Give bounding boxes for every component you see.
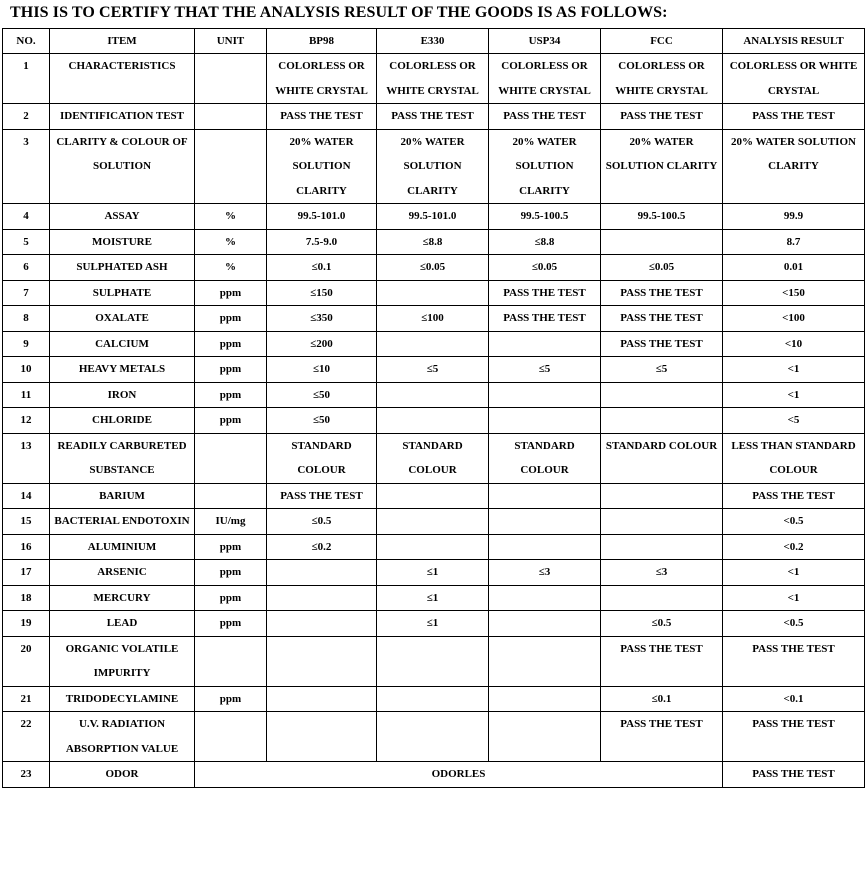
table-row [3, 357, 865, 383]
table-row [3, 280, 865, 306]
row-e330: ≤1 [377, 560, 489, 586]
row-bp98: ≤350 [267, 306, 377, 332]
row-no: 19 [3, 611, 50, 637]
row-e330: ≤8.8 [377, 229, 489, 255]
row-usp34 [489, 509, 601, 535]
row-unit: ppm [195, 585, 267, 611]
row-item: TRIDODECYLAMINE [50, 686, 195, 712]
row-usp34: ≤8.8 [489, 229, 601, 255]
row-item: READILY CARBURETED SUBSTANCE [50, 433, 195, 483]
row-e330: COLORLESS OR WHITE CRYSTAL [377, 54, 489, 104]
row-usp34 [489, 636, 601, 686]
table-row [3, 534, 865, 560]
row-unit: ppm [195, 611, 267, 637]
row-item: U.V. RADIATION ABSORPTION VALUE [50, 712, 195, 762]
row-bp98: 7.5-9.0 [267, 229, 377, 255]
row-usp34 [489, 611, 601, 637]
row-item: ORGANIC VOLATILE IMPURITY [50, 636, 195, 686]
row-unit [195, 636, 267, 686]
row-unit [195, 483, 267, 509]
row-item: BARIUM [50, 483, 195, 509]
row-usp34 [489, 534, 601, 560]
row-item: LEAD [50, 611, 195, 637]
row-e330 [377, 382, 489, 408]
row-no: 6 [3, 255, 50, 281]
row-unit: IU/mg [195, 509, 267, 535]
row-result: <1 [723, 357, 865, 383]
row-fcc: ≤0.1 [601, 686, 723, 712]
row-bp98: ≤0.2 [267, 534, 377, 560]
row-fcc: ≤3 [601, 560, 723, 586]
header-item: ITEM [50, 29, 195, 54]
row-result: 0.01 [723, 255, 865, 281]
row-e330: ≤100 [377, 306, 489, 332]
row-result: PASS THE TEST [723, 762, 865, 788]
table-row [3, 129, 865, 204]
row-fcc: STANDARD COLOUR [601, 433, 723, 483]
table-row [3, 306, 865, 332]
row-result: <1 [723, 585, 865, 611]
row-item: IRON [50, 382, 195, 408]
row-result: 8.7 [723, 229, 865, 255]
row-usp34: COLORLESS OR WHITE CRYSTAL [489, 54, 601, 104]
row-bp98: PASS THE TEST [267, 483, 377, 509]
row-result: LESS THAN STANDARD COLOUR [723, 433, 865, 483]
table-row [3, 229, 865, 255]
row-result: <0.2 [723, 534, 865, 560]
row-e330 [377, 712, 489, 762]
row-usp34 [489, 408, 601, 434]
table-row [3, 585, 865, 611]
row-bp98 [267, 636, 377, 686]
row-no: 5 [3, 229, 50, 255]
table-row [3, 509, 865, 535]
row-result: 99.9 [723, 204, 865, 230]
table-row [3, 636, 865, 686]
row-unit [195, 433, 267, 483]
row-bp98: 99.5-101.0 [267, 204, 377, 230]
row-fcc: PASS THE TEST [601, 331, 723, 357]
row-bp98: ≤0.1 [267, 255, 377, 281]
row-no: 11 [3, 382, 50, 408]
row-e330: 20% WATER SOLUTION CLARITY [377, 129, 489, 204]
row-item: MERCURY [50, 585, 195, 611]
row-usp34 [489, 483, 601, 509]
row-bp98: COLORLESS OR WHITE CRYSTAL [267, 54, 377, 104]
row-item: ALUMINIUM [50, 534, 195, 560]
row-item: BACTERIAL ENDOTOXIN [50, 509, 195, 535]
row-e330: ≤0.05 [377, 255, 489, 281]
row-item: ARSENIC [50, 560, 195, 586]
row-usp34 [489, 686, 601, 712]
row-result: <10 [723, 331, 865, 357]
row-item: ODOR [50, 762, 195, 788]
row-item: SULPHATE [50, 280, 195, 306]
row-usp34: PASS THE TEST [489, 306, 601, 332]
row-no: 17 [3, 560, 50, 586]
row-item: CHLORIDE [50, 408, 195, 434]
row-unit: ppm [195, 357, 267, 383]
row-no: 18 [3, 585, 50, 611]
row-fcc [601, 382, 723, 408]
row-result: <5 [723, 408, 865, 434]
row-fcc: PASS THE TEST [601, 104, 723, 130]
row-e330: 99.5-101.0 [377, 204, 489, 230]
row-bp98: 20% WATER SOLUTION CLARITY [267, 129, 377, 204]
row-unit: % [195, 255, 267, 281]
row-usp34: ≤3 [489, 560, 601, 586]
row-item: OXALATE [50, 306, 195, 332]
row-no: 3 [3, 129, 50, 204]
row-fcc [601, 408, 723, 434]
table-row [3, 611, 865, 637]
row-item: MOISTURE [50, 229, 195, 255]
row-e330: ≤1 [377, 585, 489, 611]
row-unit: ppm [195, 382, 267, 408]
row-result: <1 [723, 560, 865, 586]
row-item: ASSAY [50, 204, 195, 230]
row-unit: % [195, 229, 267, 255]
table-row [3, 483, 865, 509]
row-fcc: ≤0.05 [601, 255, 723, 281]
row-usp34 [489, 382, 601, 408]
header-fcc: FCC [601, 29, 723, 54]
analysis-table [2, 28, 865, 788]
row-result: PASS THE TEST [723, 104, 865, 130]
row-result: PASS THE TEST [723, 712, 865, 762]
row-fcc [601, 229, 723, 255]
row-fcc: 99.5-100.5 [601, 204, 723, 230]
row-e330: ≤1 [377, 611, 489, 637]
row-usp34: PASS THE TEST [489, 280, 601, 306]
row-fcc: COLORLESS OR WHITE CRYSTAL [601, 54, 723, 104]
row-no: 23 [3, 762, 50, 788]
row-result: <1 [723, 382, 865, 408]
row-result: PASS THE TEST [723, 483, 865, 509]
table-row [3, 204, 865, 230]
row-unit [195, 104, 267, 130]
row-odor-requirement: ODORLES [195, 762, 723, 788]
row-unit: ppm [195, 534, 267, 560]
table-header-row [3, 29, 865, 54]
table-row [3, 255, 865, 281]
row-item: CALCIUM [50, 331, 195, 357]
row-unit: ppm [195, 306, 267, 332]
row-unit [195, 129, 267, 204]
row-bp98 [267, 611, 377, 637]
row-e330 [377, 534, 489, 560]
certificate-title: THIS IS TO CERTIFY THAT THE ANALYSIS RESULT OF THE GOODS IS AS FOLLOWS: [10, 4, 668, 21]
row-item: IDENTIFICATION TEST [50, 104, 195, 130]
row-item: CHARACTERISTICS [50, 54, 195, 104]
table-row [3, 104, 865, 130]
row-fcc [601, 509, 723, 535]
row-result: PASS THE TEST [723, 636, 865, 686]
row-result: <150 [723, 280, 865, 306]
row-bp98: PASS THE TEST [267, 104, 377, 130]
row-no: 21 [3, 686, 50, 712]
row-result: <0.1 [723, 686, 865, 712]
row-no: 13 [3, 433, 50, 483]
row-bp98 [267, 686, 377, 712]
row-usp34: PASS THE TEST [489, 104, 601, 130]
row-fcc: PASS THE TEST [601, 280, 723, 306]
row-usp34: 20% WATER SOLUTION CLARITY [489, 129, 601, 204]
header-usp34: USP34 [489, 29, 601, 54]
row-e330 [377, 686, 489, 712]
table-row [3, 433, 865, 483]
row-unit [195, 54, 267, 104]
row-result: <0.5 [723, 611, 865, 637]
header-analysis-result: ANALYSIS RESULT [723, 29, 865, 54]
row-item: HEAVY METALS [50, 357, 195, 383]
header-bp98: BP98 [267, 29, 377, 54]
table-row [3, 408, 865, 434]
row-usp34 [489, 331, 601, 357]
row-result: <100 [723, 306, 865, 332]
row-e330: PASS THE TEST [377, 104, 489, 130]
row-bp98: ≤150 [267, 280, 377, 306]
table-row [3, 331, 865, 357]
row-no: 8 [3, 306, 50, 332]
row-bp98: ≤200 [267, 331, 377, 357]
row-usp34 [489, 585, 601, 611]
row-fcc: ≤5 [601, 357, 723, 383]
row-bp98 [267, 712, 377, 762]
row-fcc: 20% WATER SOLUTION CLARITY [601, 129, 723, 204]
row-unit: ppm [195, 686, 267, 712]
row-fcc [601, 534, 723, 560]
row-e330 [377, 483, 489, 509]
row-no: 16 [3, 534, 50, 560]
row-unit: ppm [195, 408, 267, 434]
header-e330: E330 [377, 29, 489, 54]
row-e330 [377, 509, 489, 535]
row-e330 [377, 408, 489, 434]
row-no: 10 [3, 357, 50, 383]
header-no: NO. [3, 29, 50, 54]
row-bp98: STANDARD COLOUR [267, 433, 377, 483]
row-bp98: ≤50 [267, 408, 377, 434]
row-fcc: PASS THE TEST [601, 636, 723, 686]
row-item: SULPHATED ASH [50, 255, 195, 281]
row-fcc: PASS THE TEST [601, 306, 723, 332]
row-usp34: ≤0.05 [489, 255, 601, 281]
row-no: 9 [3, 331, 50, 357]
table-row [3, 382, 865, 408]
row-usp34: ≤5 [489, 357, 601, 383]
row-no: 22 [3, 712, 50, 762]
row-usp34: 99.5-100.5 [489, 204, 601, 230]
row-usp34: STANDARD COLOUR [489, 433, 601, 483]
row-fcc [601, 483, 723, 509]
row-unit: ppm [195, 331, 267, 357]
row-bp98: ≤10 [267, 357, 377, 383]
row-bp98 [267, 560, 377, 586]
row-e330 [377, 636, 489, 686]
row-result: <0.5 [723, 509, 865, 535]
row-unit: ppm [195, 280, 267, 306]
row-no: 15 [3, 509, 50, 535]
row-e330: ≤5 [377, 357, 489, 383]
row-bp98 [267, 585, 377, 611]
row-bp98: ≤0.5 [267, 509, 377, 535]
row-fcc [601, 585, 723, 611]
row-usp34 [489, 712, 601, 762]
row-result: COLORLESS OR WHITE CRYSTAL [723, 54, 865, 104]
row-no: 14 [3, 483, 50, 509]
table-row [3, 762, 865, 788]
row-no: 2 [3, 104, 50, 130]
row-fcc: ≤0.5 [601, 611, 723, 637]
row-bp98: ≤50 [267, 382, 377, 408]
row-unit: % [195, 204, 267, 230]
row-no: 7 [3, 280, 50, 306]
table-row [3, 560, 865, 586]
row-e330: STANDARD COLOUR [377, 433, 489, 483]
table-row [3, 686, 865, 712]
row-no: 1 [3, 54, 50, 104]
row-item: CLARITY & COLOUR OF SOLUTION [50, 129, 195, 204]
row-no: 20 [3, 636, 50, 686]
row-e330 [377, 280, 489, 306]
row-e330 [377, 331, 489, 357]
row-no: 12 [3, 408, 50, 434]
row-no: 4 [3, 204, 50, 230]
row-fcc: PASS THE TEST [601, 712, 723, 762]
row-unit [195, 712, 267, 762]
table-row [3, 54, 865, 104]
header-unit: UNIT [195, 29, 267, 54]
table-row [3, 712, 865, 762]
row-unit: ppm [195, 560, 267, 586]
row-result: 20% WATER SOLUTION CLARITY [723, 129, 865, 204]
